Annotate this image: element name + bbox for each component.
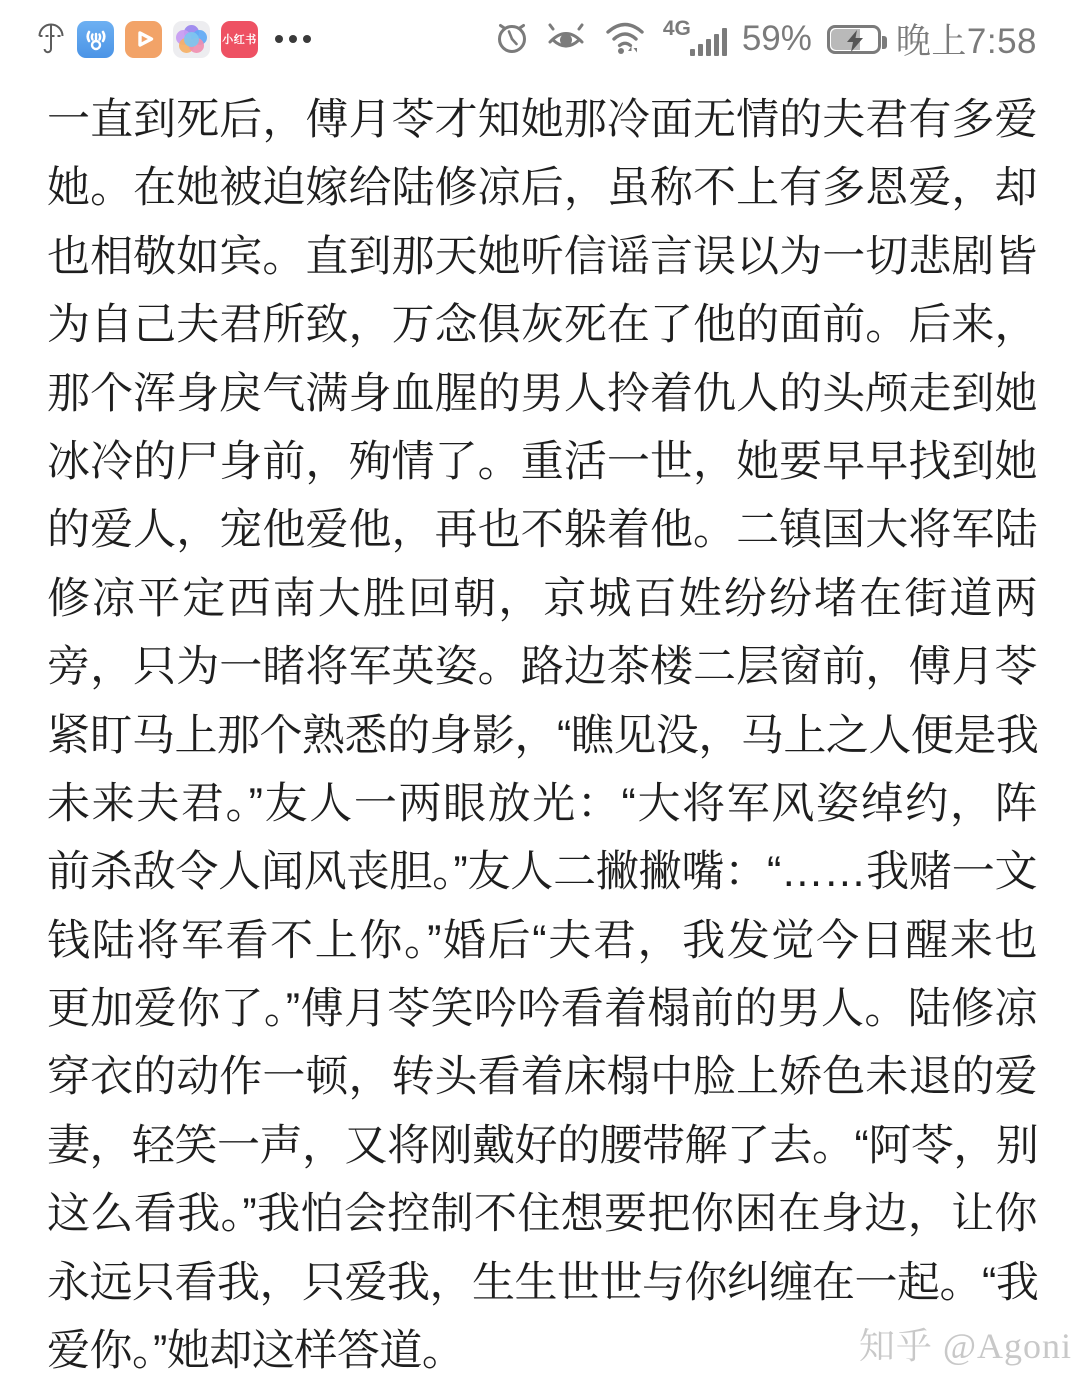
wifi-key-app-icon: [77, 21, 114, 58]
xiaohongshu-app-icon: [221, 21, 258, 58]
text-line: 这么看我。”我怕会控制不住想要把你困在身边，让你: [47, 1190, 1037, 1239]
text-line: 冰冷的尸身前，殉情了。重活一世，她要早早找到她: [47, 437, 1037, 486]
text-line: 修凉平定西南大胜回朝，京城百姓纷纷堵在街道两: [47, 574, 1037, 623]
eye-protection-icon: [545, 19, 587, 60]
text-line: 也相敬如宾。直到那天她听信谣言误以为一切悲剧皆: [47, 232, 1037, 281]
text-line: 永远只看我，只爱我，生生世世与你纠缠在一起。“我: [47, 1258, 1039, 1307]
text-line: 一直到死后，傅月苓才知她那冷面无情的夫君有多爱: [47, 96, 1037, 144]
status-bar-left: [36, 19, 311, 60]
text-line: 钱陆将军看不上你。”婚后“夫君，我发觉今日醒来也: [47, 916, 1037, 965]
text-line: 前杀敌令人闻风丧胆。”友人二撇撇嘴：“……我赌一文: [47, 848, 1037, 897]
alarm-clock-icon: [494, 18, 530, 61]
zhihu-watermark: 知乎 @Agoni: [858, 1326, 1072, 1366]
clock-time-label: 晚上7:58: [895, 22, 1037, 61]
video-play-app-icon: [125, 21, 162, 58]
status-bar[interactable]: [0, 0, 1080, 78]
text-line: 穿衣的动作一顿，转头看着床榻中脸上娇色未退的爱: [47, 1053, 1037, 1102]
network-type-label: 4G: [662, 17, 691, 40]
text-line: 那个浑身戾气满身血腥的男人拎着仇人的头颅走到她: [47, 369, 1037, 418]
text-line: 紧盯马上那个熟悉的身影，“瞧见没，马上之人便是我: [47, 711, 1039, 760]
text-line: 她。在她被迫嫁给陆修凉后，虽称不上有多恩爱，却: [47, 164, 1037, 213]
gallery-app-icon: [173, 21, 210, 58]
xiaohongshu-label: 小红书: [222, 34, 257, 46]
umbrella-icon: [36, 19, 66, 60]
battery-percent-label: 59%: [741, 19, 812, 58]
text-line: 更加爱你了。”傅月苓笑吟吟看着榻前的男人。陆修凉: [47, 985, 1037, 1034]
text-line: 为自己夫君所致，万念俱灰死在了他的面前。后来，: [47, 301, 1037, 350]
battery-icon: [827, 25, 881, 54]
text-line: 妻，轻笑一声，又将刚戴好的腰带解了去。“阿苓，别: [47, 1121, 1039, 1170]
text-line: 的爱人，宠他爱他，再也不躲着他。二镇国大将军陆: [47, 506, 1037, 555]
text-line: 旁，只为一睹将军英姿。路边茶楼二层窗前，傅月苓: [47, 643, 1037, 692]
signal-bars-icon: [663, 17, 727, 61]
charging-bolt-icon: [844, 30, 866, 52]
more-dots-icon: [275, 35, 311, 43]
text-line: 未来夫君。”友人一两眼放光：“大将军风姿绰约，阵: [47, 779, 1037, 828]
article-body[interactable]: [0, 86, 1080, 1385]
wifi-icon: [602, 17, 648, 62]
text-line: 爱你。”她却这样答道。: [47, 1327, 465, 1376]
status-bar-right: [494, 14, 1037, 64]
